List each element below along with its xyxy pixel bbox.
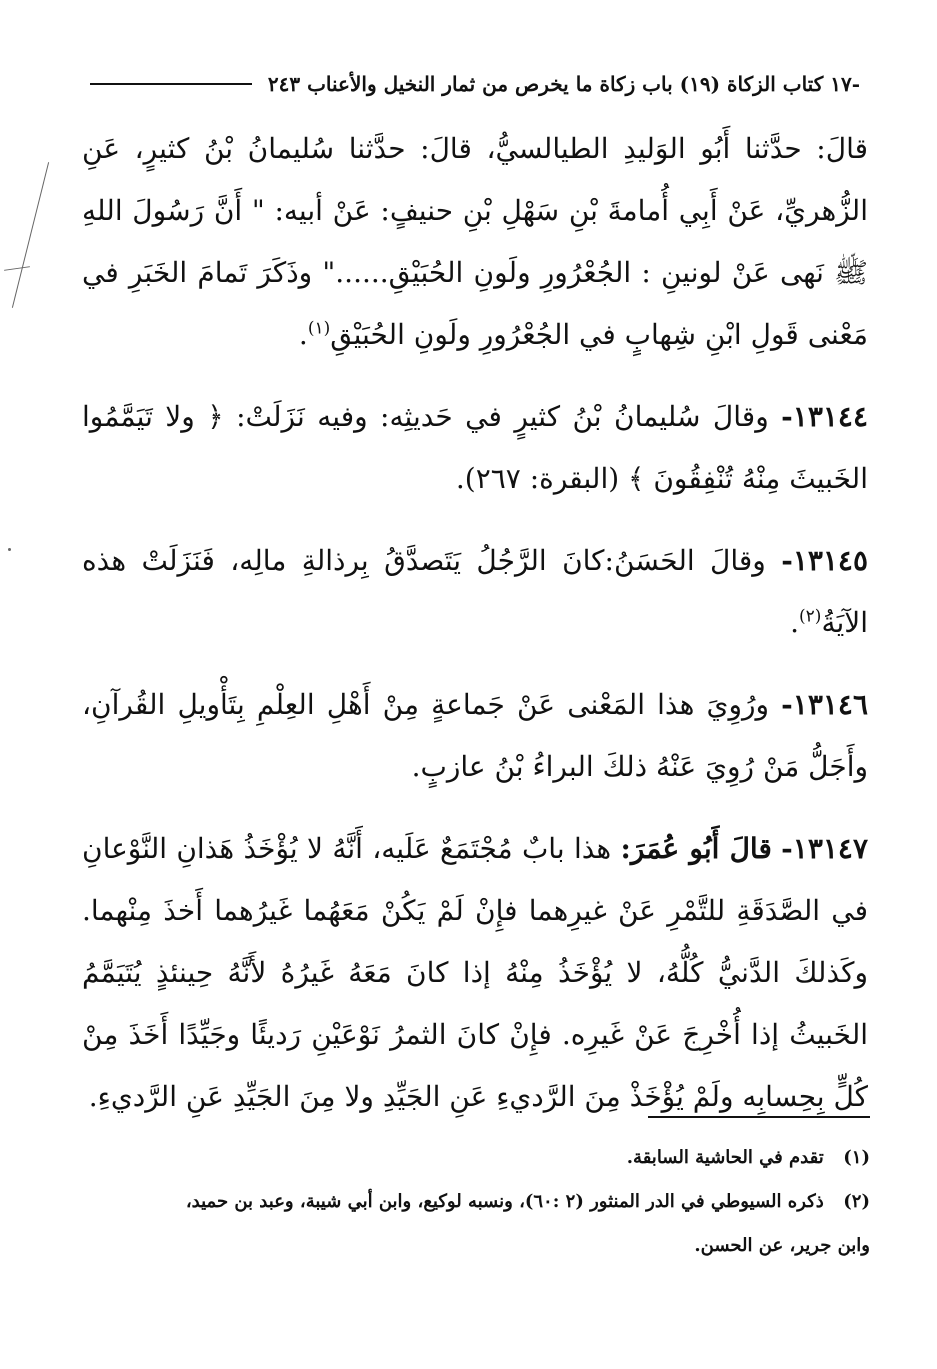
paragraph-text: وقالَ الحَسَنُ:كانَ الرَّجُلُ يَتَصدَّقُ بِرذالةِ مالِه، فَنَزَلَتْ هذه الآيَةُ	[82, 544, 868, 639]
footnote-rule	[648, 1116, 870, 1118]
paragraph-text: وقالَ سُليمانُ بْنُ كثيرٍ في حَديثِه: وفيه نَزَلَتْ: ﴿ ولا تَيَمَّمُوا الخَبيثَ مِنْهُ تُنْفِقُونَ ﴾ (البقرة: ٢٦٧).	[82, 400, 868, 495]
footnote-1	[80, 1136, 870, 1180]
hadith-number: ١٣١٤٦-	[781, 688, 868, 721]
main-text	[82, 118, 868, 1128]
running-header	[80, 64, 860, 104]
paragraph-13146	[82, 674, 868, 798]
footnote-2-continuation	[80, 1224, 870, 1268]
margin-mark	[4, 266, 30, 271]
paragraph-13145	[82, 530, 868, 654]
paragraph-end: .	[790, 606, 800, 639]
footnote-marker: (٢)	[843, 1191, 870, 1212]
footnote-text: ذكره السيوطي في الدر المنثور (٢ :٦٠)، ونسبه لوكيع، وابن أبي شيبة، وعبد بن حميد،	[185, 1191, 824, 1212]
margin-mark	[8, 548, 11, 551]
footnote-ref: (١)	[307, 318, 331, 339]
paragraph-end: .	[298, 318, 308, 351]
footnote-ref: (٢)	[799, 606, 822, 627]
paragraph-intro	[82, 118, 868, 366]
paragraph-text: ورُوِيَ هذا المَعْنى عَنْ جَماعةٍ مِنْ أَهْلِ العِلْمِ بِتَأْويلِ القُرآنِ، وأَجَلُّ مَنْ رُوِيَ عَنْهُ ذلكَ البراءُ بْنُ عازبٍ.	[82, 688, 868, 783]
hadith-number: ١٣١٤٥-	[781, 544, 869, 577]
paragraph-text: قالَ: حدَّثنا أَبُو الوَليدِ الطيالسيُّ، قالَ: حدَّثنا سُليمانُ بْنُ كثيرٍ، عَنِ الزُّهريِّ، عَنْ أَبِي أُمامةَ بْنِ سَهْلِ بْنِ حنيفٍ: عَنْ أبيه: " أَنَّ رَسُولَ اللهِ ﷺ نَهى عَنْ لونينِ : الجُعْرُورِ ولَونِ الحُبَيْقِ......" وذَكَرَ تَمامَ الخَبَرِ في مَعْنى قَولِ ابْنِ شِهابٍ في الجُعْرُورِ ولَونِ الحُبَيْقِ	[82, 132, 868, 351]
header-title: -١٧ كتاب الزكاة (١٩) باب زكاة ما يخرص من ثمار النخيل والأعناب ٢٤٣	[267, 72, 860, 96]
footnotes	[80, 1136, 870, 1268]
paragraph-text: هذا بابٌ مُجْتَمَعٌ عَلَيه، أَنَّهُ لا يُؤْخَذُ هَذانِ النَّوْعانِ في الصَّدَقَةِ للتَّمْرِ عَنْ غيرِهما فإِنْ لَمْ يَكُنْ مَعَهُما غَيرُهما أَخذَ مِنْهما. وكَذلكَ الدَّنيُّ كُلُّهُ، لا يُؤْخَذُ مِنْهُ إذا كانَ مَعَهُ غَيرُهُ لأَنَّهُ حِينئذٍ يُتَيَمَّمُ الخَبيثُ إذا أُخْرِجَ عَنْ غَيرِه. فإِنْ كانَ الثمرُ نَوْعَيْنِ رَديئًا وجَيِّدًا أَخَذَ مِنْ كُلٍّ بِحِسابِه ولَمْ يُؤْخَذْ مِنَ الرَّديءِ عَنِ الجَيِّدِ ولا مِنَ الجَيِّدِ عَنِ الرَّديءِ.	[82, 832, 868, 1113]
footnote-marker: (١)	[843, 1147, 870, 1168]
paragraph-13147	[82, 818, 868, 1128]
footnote-text: تقدم في الحاشية السابقة.	[626, 1147, 824, 1168]
hadith-number: ١٣١٤٤-	[781, 400, 868, 433]
margin-mark	[12, 162, 49, 308]
speaker-lead: قالَ أَبُو عُمَرَ:	[620, 832, 772, 865]
hadith-number: ١٣١٤٧-	[781, 832, 868, 865]
footnote-2	[80, 1180, 870, 1224]
footnote-text: وابن جرير، عن الحسن.	[694, 1235, 870, 1256]
header-rule	[90, 83, 252, 85]
paragraph-13144	[82, 386, 868, 510]
